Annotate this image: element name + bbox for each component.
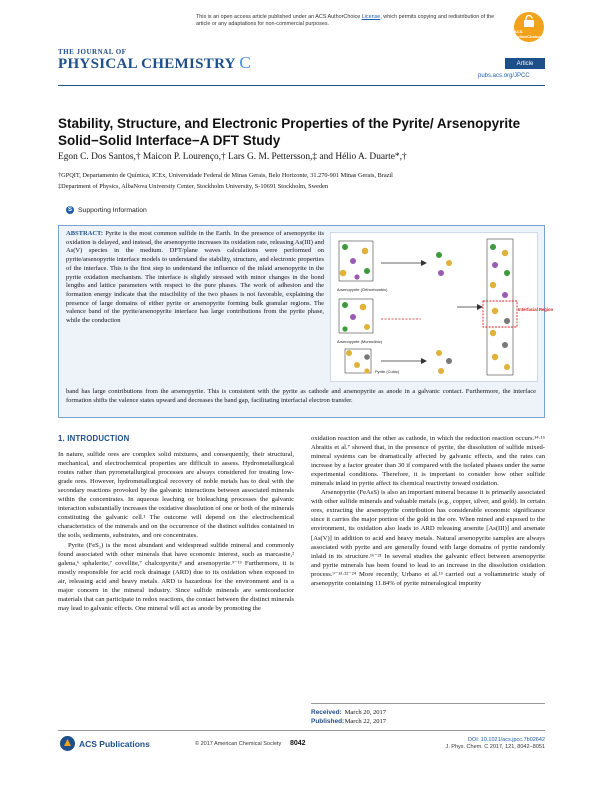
acs-publications-logo[interactable]: ACS Publications [60,736,150,751]
affiliation-1: †GPQIT, Departamento de Química, ICEx, Universidade Federal de Minas Gerais, Belo Horizonte, 31.270-901 Minas Gerais, Brazil [58,172,393,179]
intro-paragraph-3: oxidation reaction and the other as cathode, in which the reduction reaction occurs.¹⁴·¹⁵ Abraitis et al.⁷ showed that, in the presence of pyrite, the dissolution of sulfide mixed-mineral systems can be dramatically affected by galvanic effects, and the rates can increase by a factor greater than 30 if compared with the isolated phases under the same experimental conditions. Therefore, it is important to consider how other sulfide minerals inlaid in pyrite affect its chemical reactivity toward oxidation. [311,435,545,488]
header-divider [58,85,545,86]
abstract-text-top: ABSTRACT: Pyrite is the most common sulfide in the Earth. In the presence of arsenopyrite its oxidation is delayed, and instead, the arsenopyrite increases its oxidation rate, releasing As(III) and As(V) species in the medium. DFT/plane waves calculations were performed on pyrite/arsenopyrite interface models to understand the stability, structure, and electronic properties of the interface. This is the first step to understand the influence of the inlaid arsenopyrite in the pyrite oxidation mechanism. The interface is slightly stressed with minor changes in the bond lengths and lattice parameters with respect to the pure phases. The work of adhesion and the formation energy indicate that the miscibility of the two phases is not favorable, explaining the presence of large domains of either pyrite or arsenopyrite forming bulk granular regions. The valence band of the pyrite/arsenopyrite interface has large contributions from the pyrite phase, while the conduction [66,230,324,325]
journal-url-link[interactable]: pubs.acs.org/JPCC [478,73,530,79]
article-title: Stability, Structure, and Electronic Properties of the Pyrite/ Arsenopyrite Solid−Solid Interface−A DFT Study [58,116,521,148]
body-column-left [58,434,294,613]
publication-dates [311,703,545,726]
label-arsenopyrite-ortho: Arsenopyrite (Orthorhombic) [337,287,388,292]
acs-logo-icon [60,736,75,751]
abstract-text-bottom: band has large contributions from the arsenopyrite. This is consistent with the pyrite as cathode and arsenopyrite as anode in a galvanic contact. Furthermore, the interface formation shifts the valence states upward and decreases the band gap, facilitating interfacial electron transfer. [66,388,536,404]
label-arsenopyrite-mono: Arsenopyrite (Monoclinic) [337,339,383,344]
author-list: Egon C. Dos Santos,† Maicon P. Lourenço,† Lars G. M. Pettersson,‡ and Hélio A. Duarte*,† [58,152,407,162]
copyright-notice: © 2017 American Chemical Society [195,741,282,747]
badge-text: ACS AuthorChoice [514,29,541,39]
published-date: Published: March 22, 2017 [311,718,386,725]
section-heading-introduction: 1. INTRODUCTION [58,434,130,443]
pyrite-cubic-structure [345,349,371,374]
page-number: 8042 [290,740,306,747]
arsenopyrite-monoclinic-structure [339,299,373,333]
footer-divider [58,730,545,731]
label-interfacial-region: Interfacial Region [518,307,554,312]
arsenopyrite-orthorhombic-structure [339,241,373,281]
journal-logo [58,48,258,71]
open-access-notice: This is an open access article published under an ACS AuthorChoice License, which permits copying and redistribution of the article or any adaptations for non-commercial purposes. [196,14,495,27]
toc-graphic [330,232,554,382]
affiliation-2: ‡Department of Physics, AlbaNova University Center, Stockholm University, S-10691 Stockholm, Sweden [58,183,329,190]
article-type-tag: Article [505,58,545,69]
unlocked-padlock-icon [522,15,536,27]
acs-authorchoice-badge-icon [514,12,544,42]
journal-name: PHYSICAL CHEMISTRY C [58,53,251,72]
supporting-info-icon: S [67,207,72,213]
label-pyrite: Pyrite (Cubic) [375,369,400,374]
intro-paragraph-2: Pyrite (FeS₂) is the most abundant and widespread sulfide mineral and commonly found associated with other minerals that have economic interest, such as marcasite,² galena,⁶ sphalerite,⁷ covellite,⁷ chalcopyrite,⁸ and arsenopyrite.⁹⁻¹³ Furthermore, it is mostly responsible for acid rock drainage (ARD) due to its oxidation when exposed to air, releasing acid and heavy metals. ARD is hazardous for the environment and is a major concern in the mineral industry. Since sulfide minerals are semiconductor materials that can participate in redox reactions, the contact between the distinct minerals may lead to galvanic effects. One mineral will act as anode by promoting the [58,541,294,612]
body-column-right [311,434,545,588]
crystal-structure-illustration [331,233,554,381]
intro-paragraph-4: Arsenopyrite (FeAsS) is also an important mineral because it is primarily associated with other sulfide minerals and valuable metals (e.g., copper, silver, and gold). In certain ores, extracting the arsenopyrite contribution has considerable economic significance since it carries the major portion of the gold in the ore. When mined and exposed to the environment, its oxidation also leads to ARD releasing arsenite [As(III)] and arsenate [As(V)] in addition to acid and heavy metals. Natural arsenopyrite samples are always associated with pyrite and are generally found with large domains of pyrite randomly inlaid in its structure.¹⁶⁻²¹ In several studies the galvanic effect between arsenopyrite and pyrite minerals has been found to lead to an increase in the dissolution oxidation process.⁹⁻¹³·²²⁻²⁴ More recently, Urbano et al.¹³ carried out a voltammetric study of arsenopyrite containing 11.84% of pyrite mineralogical impurity [311,489,545,587]
intro-paragraph-1: In nature, sulfide ores are complex solid mixtures, and consequently, their structural, mechanical, and electrochemical properties are difficult to assess. Hydrometallurgical routes rather than pyrometallurgical processes are always considered for treating low-grade ores. However, hydrometallurgical recovery of noble metals has to deal with the secondary reactions provoked by the galvanic interactions between associated minerals within the concentrates. In aqueous leaching or bioleaching processes the galvanic interaction substantially increases the oxidative dissolution of one or both of the minerals constituting the galvanic cell.¹ The outcome will depend on the electrochemical characteristics of the minerals and on the occurrence of the distinct sulfides contained in the soils, sediments, substrates, and ore concentrates. [58,451,294,540]
supporting-information-link[interactable]: S Supporting Information [67,206,147,214]
interface-slab-structure [483,239,517,375]
doi-link[interactable]: DOI: 10.1021/acs.jpcc.7b02642 [467,737,545,743]
doi-citation [440,737,545,751]
received-date: Received: March 20, 2017 [311,709,386,716]
license-link[interactable]: License [361,14,381,20]
journal-citation: J. Phys. Chem. C 2017, 121, 8042−8051 [445,744,545,750]
middle-structures [436,252,452,374]
journal-the: THE JOURNAL OF [58,48,127,56]
